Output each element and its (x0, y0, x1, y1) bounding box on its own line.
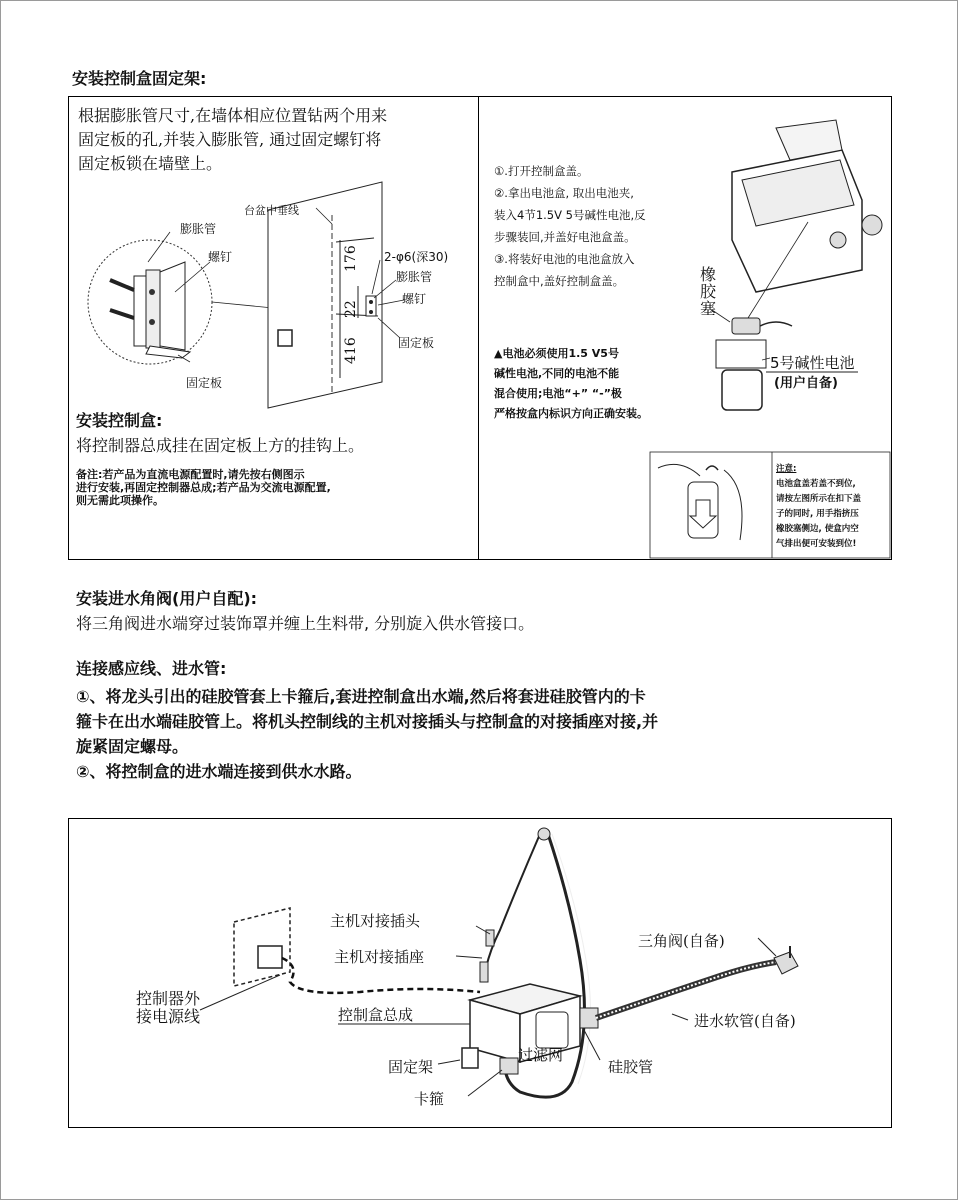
connect-line-3: 旋紧固定螺母。 (76, 737, 189, 756)
battery-label: 5号碱性电池 (770, 354, 855, 372)
note-line-3: 则无需此项操作。 (76, 494, 164, 507)
power-label-2: 接电源线 (136, 1007, 201, 1026)
fixing-plate-label: 固定板 (186, 376, 223, 390)
battery-step-5: ③.将装好电池的电池盒放入 (494, 252, 635, 266)
battery-note-title: 注意: (776, 464, 797, 474)
power-label-1: 控制器外 (136, 989, 201, 1008)
battery-note-3: 子的同时, 用手指挤压 (776, 509, 859, 519)
battery-step-1: ①.打开控制盒盖。 (494, 164, 589, 178)
note-line-2: 进行安装,再固定控制器总成;若产品为交流电源配置, (76, 481, 331, 494)
connect-line-2: 箍卡在出水端硅胶管上。将机头控制线的主机对接插头与控制盒的对接插座对接,并 (76, 712, 659, 731)
valve-text: 将三角阀进水端穿过装饰罩并缠上生料带, 分别旋入供水管接口。 (76, 614, 535, 633)
connect-line-4: ②、将控制盒的进水端连接到供水水路。 (76, 762, 362, 781)
fixing-plate-label-2: 固定板 (398, 336, 435, 350)
dim-176: 176 (343, 245, 359, 272)
battery-sub-label: (用户自备) (774, 376, 838, 391)
power-label (136, 990, 200, 1026)
mount-line-2: 固定板的孔,并装入膨胀管, 通过固定螺钉将 (78, 130, 382, 149)
dim-416: 416 (343, 337, 359, 364)
bracket-label: 固定架 (388, 1058, 434, 1076)
battery-warning-2: 碱性电池,不同的电池不能 (494, 367, 620, 380)
note-line-1: 备注:若产品为直流电源配置时,请先按右侧图示 (76, 468, 305, 481)
silicone-label: 硅胶管 (608, 1058, 654, 1076)
expansion-tube-label: 膨胀管 (180, 222, 217, 236)
mount-line-3: 固定板锁在墙壁上。 (78, 154, 223, 173)
clamp-label: 卡箍 (414, 1090, 445, 1108)
install-box-title: 安装控制盒: (76, 411, 163, 430)
box-assembly-label: 控制盒总成 (338, 1006, 414, 1024)
rubber-plug-char-1: 橡 (700, 265, 717, 284)
connect-line-1: ①、将龙头引出的硅胶管套上卡箍后,套进控制盒出水端,然后将套进硅胶管内的卡 (76, 687, 646, 706)
connect-title: 连接感应线、进水管: (76, 659, 227, 678)
battery-warning-1: ▲电池必须使用1.5 V5号 (494, 347, 619, 360)
battery-step-4: 步骤装回,并盖好电池盒盖。 (494, 230, 636, 244)
battery-note-1: 电池盒盖若盖不到位, (776, 479, 856, 489)
hose-label: 进水软管(自备) (694, 1012, 796, 1030)
mount-line-1: 根据膨胀管尺寸,在墙体相应位置钻两个用来 (78, 106, 388, 125)
filter-label: 过滤网 (518, 1046, 564, 1064)
expansion-tube-label-2: 膨胀管 (396, 270, 433, 284)
battery-note-4: 橡胶塞侧边, 使盒内空 (776, 524, 859, 534)
battery-step-2: ②.拿出电池盒, 取出电池夹, (494, 186, 634, 200)
dim-22: 22 (343, 300, 359, 318)
battery-note-5: 气排出便可安装到位! (776, 539, 857, 549)
plug-label: 主机对接插头 (330, 912, 421, 930)
screw-label: 螺钉 (208, 250, 233, 264)
install-box-text: 将控制器总成挂在固定板上方的挂钩上。 (76, 436, 365, 455)
battery-step-3: 装入4节1.5V 5号碱性电池,反 (494, 208, 646, 222)
basin-line-label: 台盆中垂线 (244, 204, 299, 217)
battery-warning-3: 混合使用;电池“+” “-”极 (494, 387, 622, 400)
valve-title: 安装进水角阀(用户自配): (76, 589, 258, 608)
battery-note-2: 请按左图所示在扣下盖 (776, 494, 862, 504)
rubber-plug-char-3: 塞 (700, 299, 717, 318)
mount-title: 安装控制盒固定架: (72, 69, 207, 88)
valve-label: 三角阀(自备) (638, 932, 725, 950)
battery-warning-4: 严格按盒内标识方向正确安装。 (494, 407, 648, 420)
battery-step-6: 控制盒中,盖好控制盒盖。 (494, 274, 625, 288)
hole-spec-label: 2-φ6(深30) (384, 250, 449, 264)
screw-label-2: 螺钉 (402, 292, 427, 306)
rubber-plug-char-2: 胶 (700, 282, 717, 301)
socket-label: 主机对接插座 (334, 948, 425, 966)
